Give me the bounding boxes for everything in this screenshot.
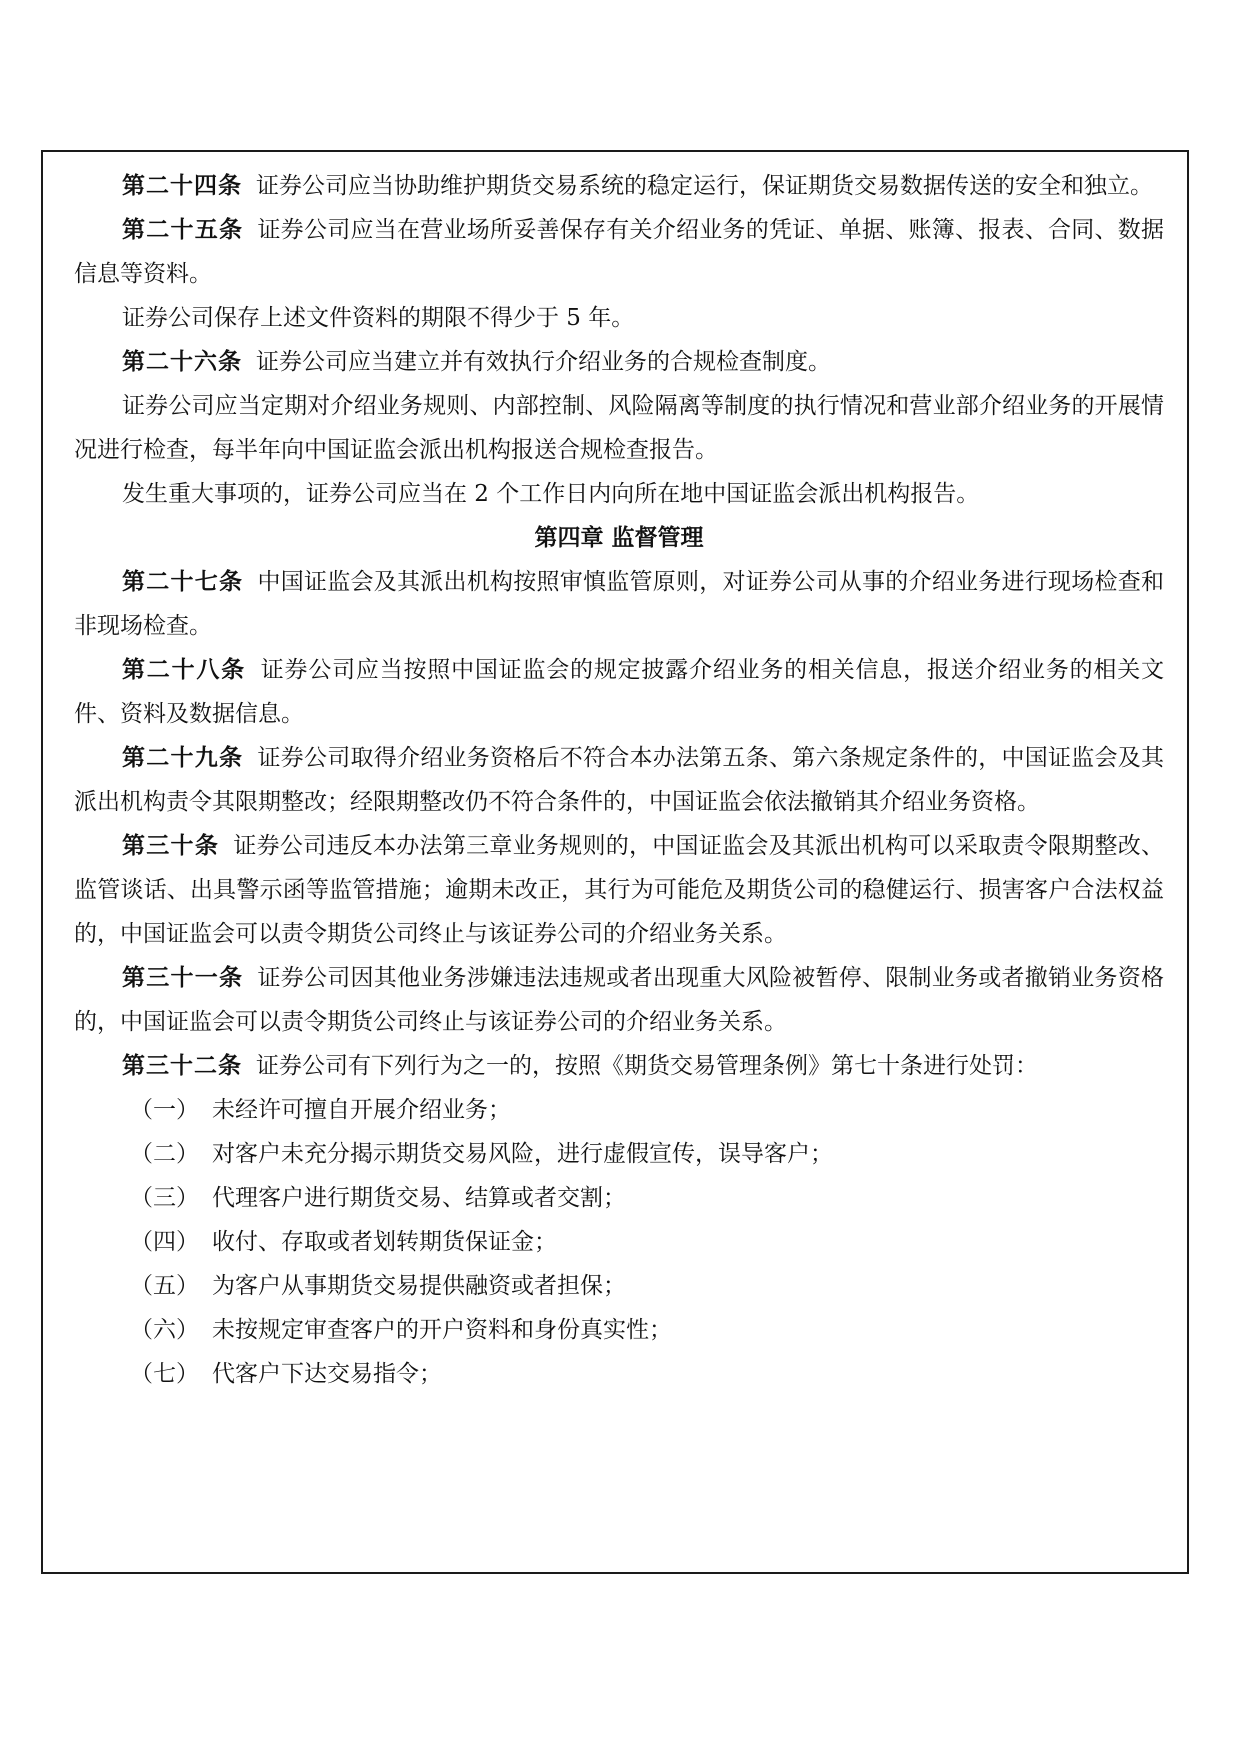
article-text: 证券公司取得介绍业务资格后不符合本办法第五条、第六条规定条件的，中国证监会及其派出机构责令其限期整改；经限期整改仍不符合条件的，中国证监会依法撤销其介绍业务资格。 — [74, 745, 1164, 815]
article-30 — [74, 824, 1164, 956]
article-label: 第二十七条 — [122, 569, 244, 595]
list-item — [74, 1132, 1164, 1176]
list-item — [74, 1220, 1164, 1264]
article-text: 证券公司因其他业务涉嫌违法违规或者出现重大风险被暂停、限制业务或者撤销业务资格的，中国证监会可以责令期货公司终止与该证券公司的介绍业务关系。 — [74, 965, 1164, 1035]
article-24 — [74, 164, 1164, 208]
article-label: 第二十八条 — [122, 657, 246, 683]
article-label: 第二十六条 — [122, 349, 242, 375]
article-text: 证券公司违反本办法第三章业务规则的，中国证监会及其派出机构可以采取责令限期整改、监管谈话、出具警示函等监管措施；逾期未改正，其行为可能危及期货公司的稳健运行、损害客户合法权益的，中国证监会可以责令期货公司终止与该证券公司的介绍业务关系。 — [74, 833, 1165, 947]
list-item-text: 代理客户进行期货交易、结算或者交割； — [212, 1185, 626, 1211]
article-26-paragraph: 发生重大事项的，证券公司应当在 2 个工作日内向所在地中国证监会派出机构报告。 — [122, 481, 980, 507]
article-28 — [74, 648, 1164, 736]
list-item-number: （六） — [130, 1317, 199, 1343]
article-25 — [74, 208, 1164, 296]
list-item-text: 收付、存取或者划转期货保证金； — [212, 1229, 557, 1255]
list-item-number: （二） — [130, 1141, 199, 1167]
document-body — [74, 164, 1164, 1396]
list-item-text: 代客户下达交易指令； — [212, 1361, 442, 1387]
list-item-number: （七） — [130, 1361, 199, 1387]
list-item-text: 未按规定审查客户的开户资料和身份真实性； — [212, 1317, 672, 1343]
list-item-text: 对客户未充分揭示期货交易风险，进行虚假宣传，误导客户； — [212, 1141, 833, 1167]
article-31 — [74, 956, 1164, 1044]
list-item-text: 为客户从事期货交易提供融资或者担保； — [212, 1273, 626, 1299]
article-label: 第三十二条 — [122, 1053, 242, 1079]
article-text: 证券公司应当协助维护期货交易系统的稳定运行，保证期货交易数据传送的安全和独立。 — [256, 173, 1153, 199]
article-label: 第二十四条 — [122, 173, 242, 199]
article-label: 第三十一条 — [122, 965, 244, 991]
article-text: 证券公司有下列行为之一的，按照《期货交易管理条例》第七十条进行处罚： — [256, 1053, 1038, 1079]
list-item — [74, 1176, 1164, 1220]
article-32 — [74, 1044, 1164, 1088]
article-27 — [74, 560, 1164, 648]
article-26 — [74, 340, 1164, 384]
list-item — [74, 1264, 1164, 1308]
article-text: 中国证监会及其派出机构按照审慎监管原则，对证券公司从事的介绍业务进行现场检查和非现场检查。 — [74, 569, 1164, 639]
list-item-number: （三） — [130, 1185, 199, 1211]
chapter-title: 第四章 监督管理 — [534, 525, 704, 551]
article-26-paragraph: 证券公司应当定期对介绍业务规则、内部控制、风险隔离等制度的执行情况和营业部介绍业务的开展情况进行检查，每半年向中国证监会派出机构报送合规检查报告。 — [74, 393, 1164, 463]
list-item-text: 未经许可擅自开展介绍业务； — [212, 1097, 511, 1123]
list-item-number: （一） — [130, 1097, 199, 1123]
list-item — [74, 1088, 1164, 1132]
article-label: 第二十五条 — [122, 217, 244, 243]
article-29 — [74, 736, 1164, 824]
list-item — [74, 1308, 1164, 1352]
list-item-number: （四） — [130, 1229, 199, 1255]
list-item — [74, 1352, 1164, 1396]
article-label: 第三十条 — [122, 833, 220, 859]
list-item-number: （五） — [130, 1273, 199, 1299]
article-text: 证券公司应当按照中国证监会的规定披露介绍业务的相关信息，报送介绍业务的相关文件、资料及数据信息。 — [74, 657, 1165, 727]
article-25-paragraph: 证券公司保存上述文件资料的期限不得少于 5 年。 — [122, 305, 635, 331]
article-text: 证券公司应当建立并有效执行介绍业务的合规检查制度。 — [256, 349, 831, 375]
article-label: 第二十九条 — [122, 745, 244, 771]
article-text: 证券公司应当在营业场所妥善保存有关介绍业务的凭证、单据、账簿、报表、合同、数据信息等资料。 — [74, 217, 1164, 287]
